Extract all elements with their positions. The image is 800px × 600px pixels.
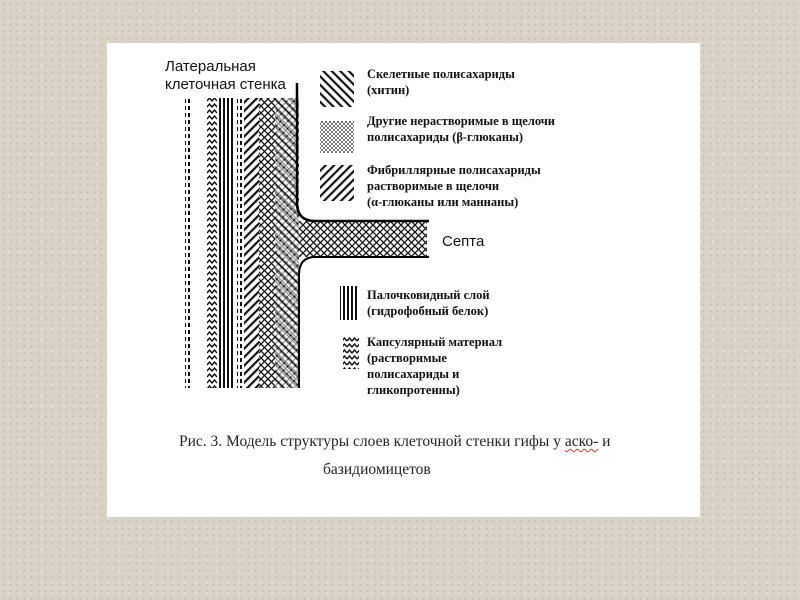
legend-skeletal-line-1: Скелетные полисахариды <box>367 67 515 81</box>
legend-insoluble-line-1: Другие нерастворимые в щелочи <box>367 114 556 128</box>
legend-fibrillar-line-3: (α-глюканы или маннаны) <box>367 195 519 209</box>
legend-capsular-line-2: (растворимые <box>367 351 447 365</box>
legend-swatch-rodlet <box>340 286 358 320</box>
caption-text-before: Рис. 3. Модель структуры слоев клеточной стенки гифы у <box>179 433 565 450</box>
slide-card <box>107 43 700 517</box>
legend-swatch-insoluble <box>320 121 354 153</box>
lateral-wall-layers <box>185 98 299 388</box>
septum-label: Септа <box>442 233 485 250</box>
legend-swatch-skeletal <box>320 71 354 107</box>
legend-swatch-capsular <box>343 337 359 369</box>
septum-layers <box>299 221 427 257</box>
legend-rodlet-line-1: Палочковидный слой <box>367 288 490 302</box>
caption-spellcheck-word: аско- <box>564 433 599 450</box>
lateral-wall-title-line-2: клеточная стенка <box>165 76 286 93</box>
legend-fibrillar-line-1: Фибриллярные полисахариды <box>367 163 541 177</box>
fibrillar-layer <box>244 98 259 388</box>
legend-capsular-line-4: гликопротеины) <box>367 383 460 397</box>
figure-caption-line-1 <box>179 433 610 451</box>
capsular-layer <box>185 98 191 388</box>
legend-swatch-fibrillar <box>320 165 354 201</box>
legend-rodlet-line-2: (гидрофобный белок) <box>367 304 489 318</box>
caption-text-after: и <box>598 433 611 450</box>
legend-capsular-line-1: Капсулярный материал <box>367 335 503 349</box>
rodlet-layer <box>219 98 235 388</box>
septum-cross-band <box>299 221 427 257</box>
lateral-wall-title-line-1: Латеральная <box>165 58 256 75</box>
inner-hatch-layer <box>275 98 299 388</box>
wall-dashed-layer <box>237 98 243 388</box>
legend-insoluble-line-2: полисахариды (β-глюканы) <box>367 130 524 144</box>
legend-fibrillar-line-2: растворимые в щелочи <box>367 179 500 193</box>
legend-skeletal-line-2: (хитин) <box>367 83 410 97</box>
capsular-zigzag-layer <box>207 98 217 388</box>
figure-caption-line-2: базидиомицетов <box>323 461 431 478</box>
legend-capsular-line-3: полисахариды и <box>367 367 460 381</box>
